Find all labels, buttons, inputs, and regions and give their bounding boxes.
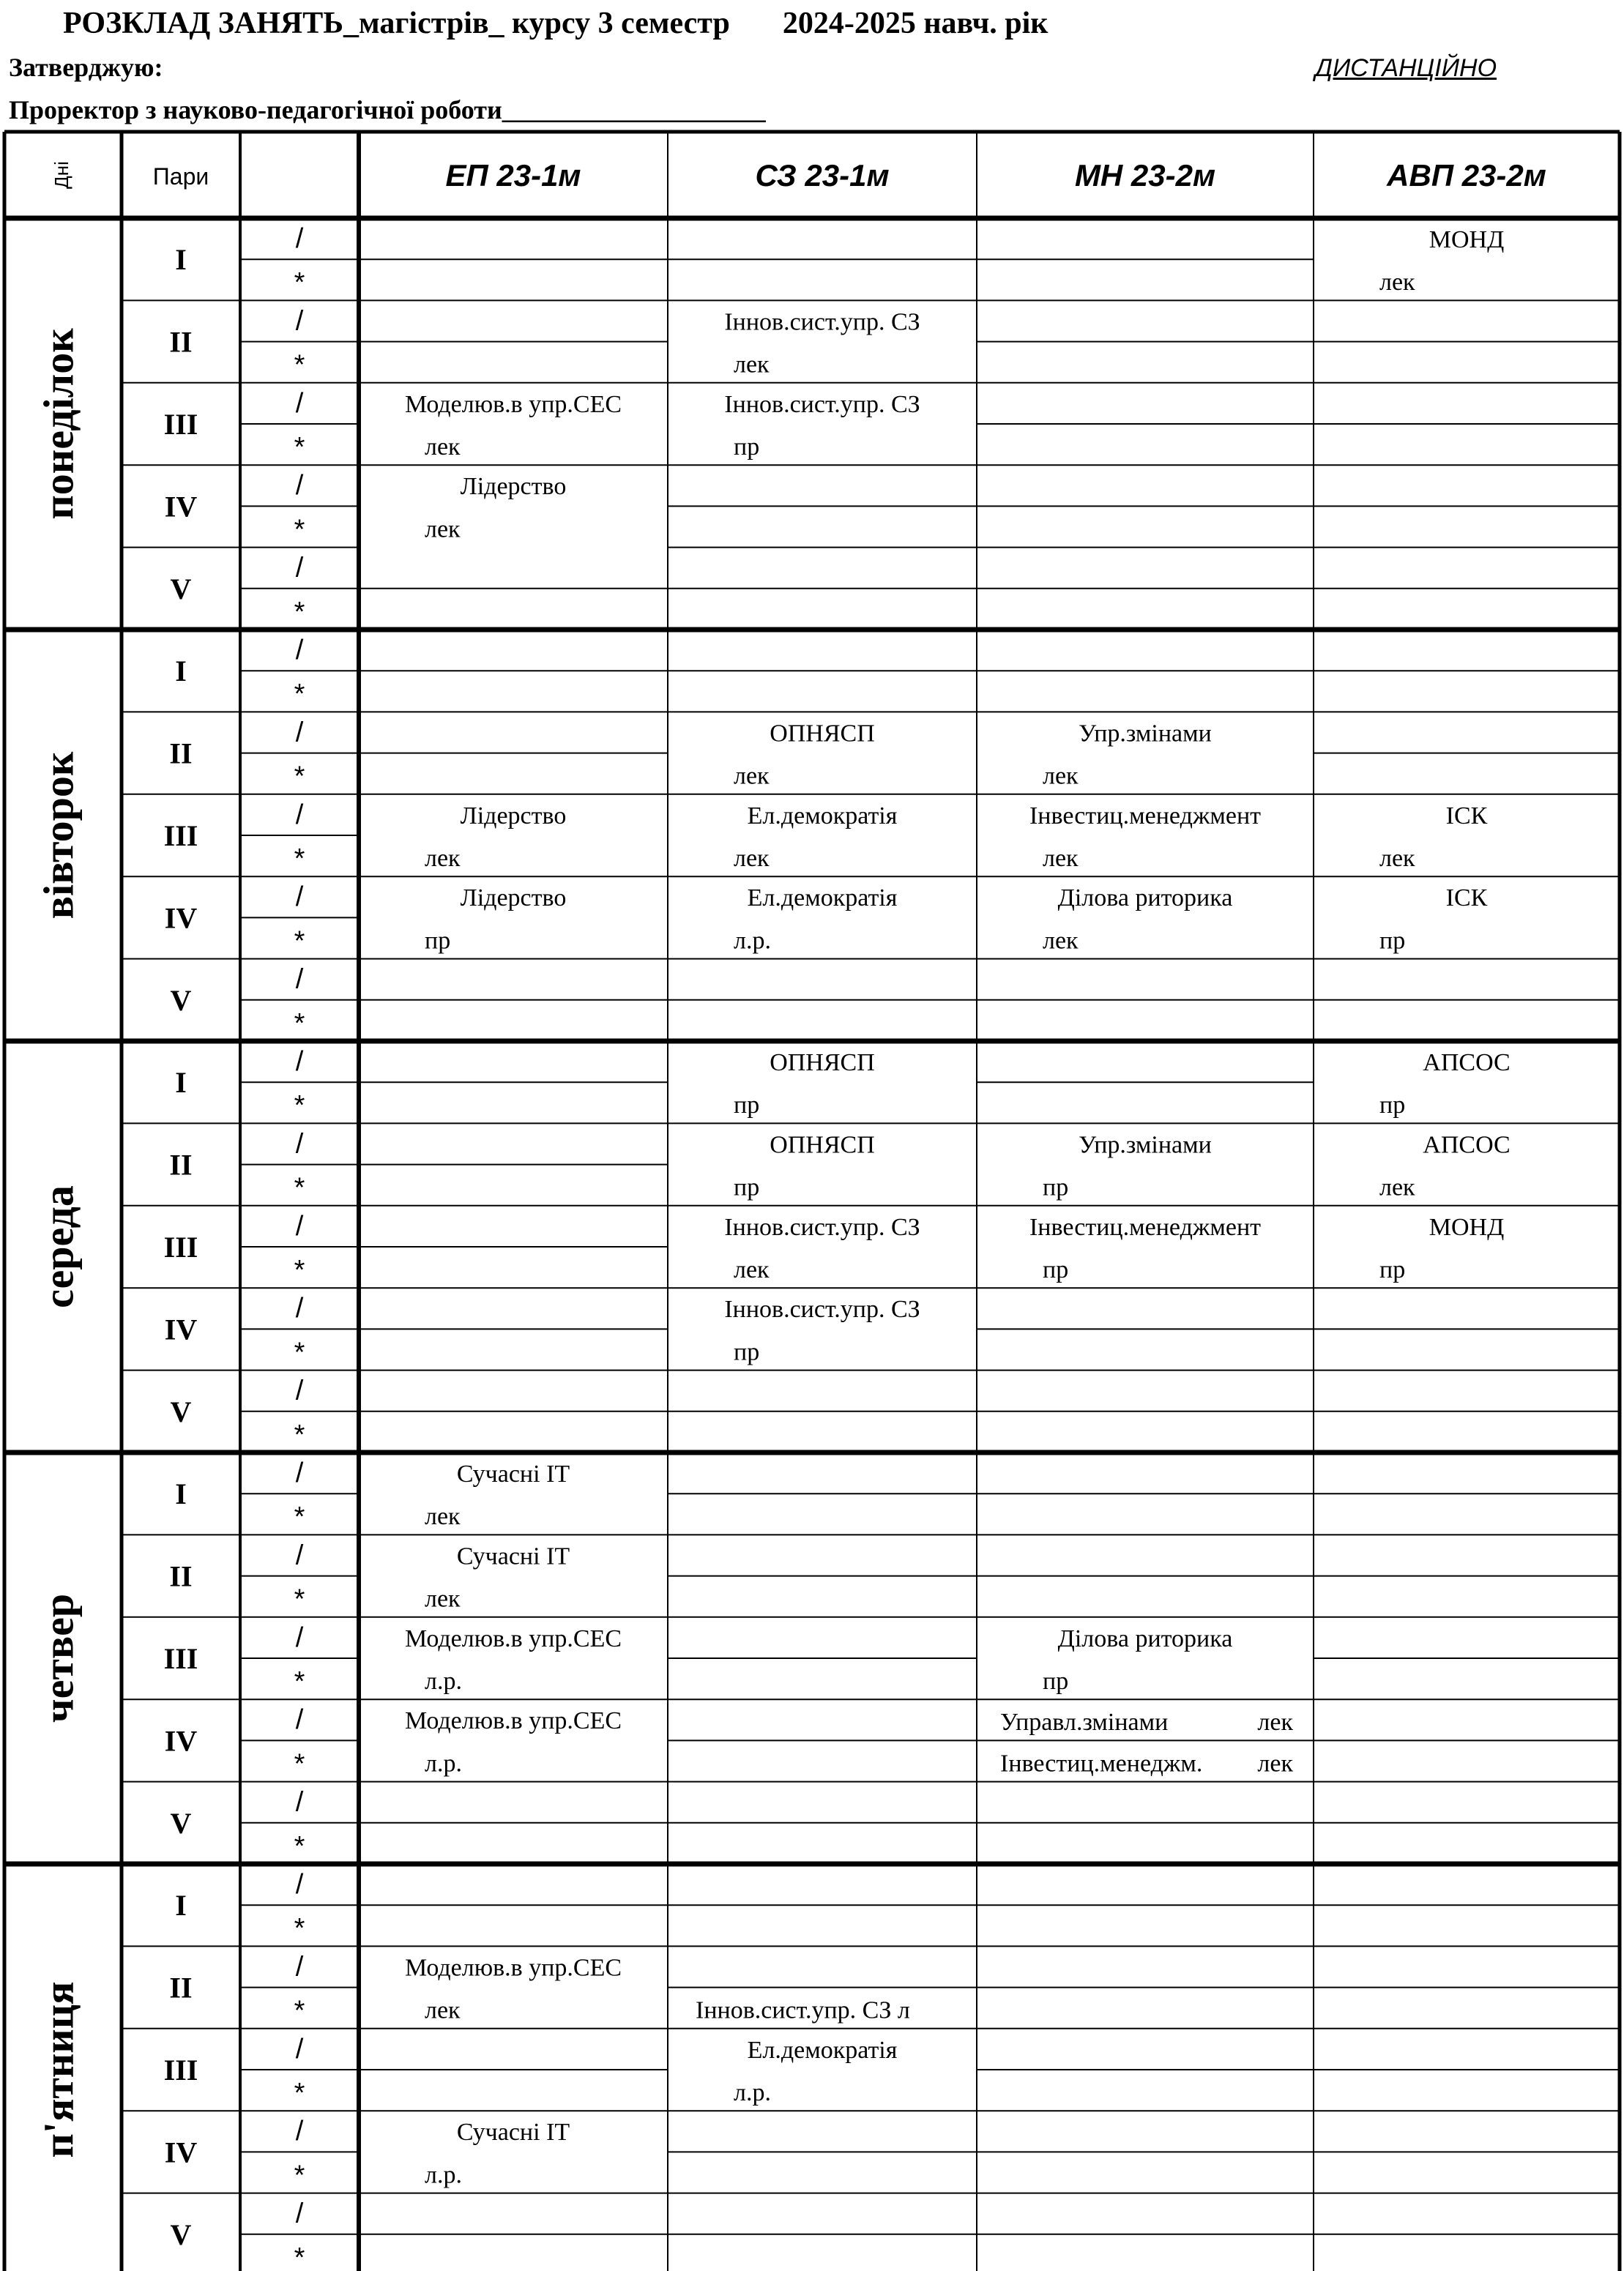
- pair-number: V: [170, 2218, 192, 2251]
- class-subject: Моделюв.в упр.СЕС: [404, 390, 622, 418]
- week-mark-odd: /: [295, 470, 304, 501]
- pair-number: I: [175, 243, 187, 277]
- pair-number: V: [170, 572, 192, 605]
- class-type: пр: [1043, 1256, 1069, 1283]
- class-subject: ОПНЯСП: [770, 720, 875, 747]
- pair-number: V: [170, 1395, 192, 1428]
- class-type: лек: [734, 1256, 770, 1283]
- week-mark-even: *: [294, 1419, 305, 1450]
- class-type: лек: [1043, 927, 1079, 955]
- week-mark-odd: /: [295, 552, 304, 583]
- week-mark-even: *: [294, 1584, 305, 1615]
- class-subject: ОПНЯСП: [770, 1049, 875, 1076]
- class-subject: ІСК: [1445, 802, 1488, 829]
- class-subject: Ділова риторика: [1057, 884, 1233, 912]
- pair-number: II: [169, 1148, 193, 1182]
- class-subject: Лідерство: [460, 473, 567, 501]
- week-mark-even: *: [294, 2160, 305, 2191]
- class-type: лек: [1379, 845, 1415, 872]
- week-mark-even: *: [294, 596, 305, 627]
- week-mark-even: *: [294, 1830, 305, 1862]
- class-subject: Управл.змінами: [1000, 1709, 1169, 1737]
- week-mark-even: *: [294, 349, 305, 381]
- class-type: лек: [1257, 1709, 1293, 1737]
- week-mark-even: *: [294, 1913, 305, 1944]
- day-label: четвер: [34, 1593, 83, 1723]
- week-mark-odd: /: [295, 1951, 304, 1983]
- week-mark-odd: /: [295, 1046, 304, 1077]
- pair-number: IV: [164, 1313, 198, 1346]
- day-label: середа: [34, 1185, 83, 1308]
- pair-number: I: [175, 1477, 187, 1511]
- academic-year: 2024-2025 навч. рік: [782, 7, 1048, 40]
- week-mark-even: *: [294, 2242, 305, 2271]
- week-mark-even: *: [294, 1007, 305, 1039]
- week-mark-even: *: [294, 432, 305, 463]
- pair-number: IV: [164, 490, 198, 523]
- week-mark-even: *: [294, 1172, 305, 1204]
- day-label: вівторок: [34, 751, 83, 920]
- pair-number: III: [163, 1231, 198, 1264]
- week-mark-odd: /: [295, 1622, 304, 1653]
- group-header-3: АВП 23-2м: [1387, 158, 1546, 193]
- class-subject: Лідерство: [460, 884, 567, 912]
- class-subject: Ел.демократія: [747, 802, 898, 829]
- week-mark-odd: /: [295, 963, 304, 995]
- class-type: лек: [734, 845, 770, 872]
- group-header-2: МН 23-2м: [1074, 158, 1216, 193]
- day-label: понеділок: [34, 328, 83, 520]
- pair-number: I: [175, 1066, 187, 1100]
- week-mark-even: *: [294, 1090, 305, 1122]
- class-type: пр: [1379, 927, 1406, 955]
- pair-number: I: [175, 1889, 187, 1923]
- week-mark-odd: /: [295, 2198, 304, 2229]
- class-subject: Ел.демократія: [747, 884, 898, 912]
- week-mark-odd: /: [295, 2116, 304, 2147]
- day-label: п'ятниця: [34, 1981, 83, 2158]
- class-type: пр: [734, 1092, 760, 1119]
- class-subject: Іннов.сист.упр. СЗ: [724, 1213, 920, 1241]
- class-subject: МОНД: [1429, 226, 1505, 253]
- week-mark-odd: /: [295, 1786, 304, 1818]
- pair-number: IV: [164, 901, 198, 935]
- week-mark-even: *: [294, 1337, 305, 1368]
- week-mark-odd: /: [295, 1458, 304, 1488]
- week-mark-even: *: [294, 1502, 305, 1533]
- class-type: лек: [734, 351, 770, 378]
- pair-number: II: [169, 737, 193, 770]
- class-type: лек: [425, 433, 461, 460]
- week-mark-even: *: [294, 925, 305, 957]
- approve-label: Затверджую:: [9, 53, 163, 82]
- class-type: пр: [1379, 1256, 1406, 1283]
- class-subject: Ділова риторика: [1057, 1625, 1233, 1652]
- class-type: пр: [734, 1174, 760, 1201]
- week-mark-odd: /: [295, 1375, 304, 1406]
- class-subject: Сучасні ІТ: [456, 1461, 570, 1488]
- class-subject: Моделюв.в упр.СЕС: [404, 1707, 622, 1735]
- week-mark-odd: /: [295, 635, 304, 665]
- class-subject: Упр.змінами: [1079, 720, 1212, 747]
- group-header-0: ЕП 23-1м: [445, 158, 581, 193]
- class-subject: Іннов.сист.упр. СЗ: [724, 308, 920, 336]
- week-mark-even: *: [294, 679, 305, 710]
- col-pairs-header: Пари: [152, 163, 209, 190]
- pair-number: IV: [164, 2136, 198, 2169]
- class-subject: Лідерство: [460, 802, 567, 829]
- class-subject: Упр.змінами: [1079, 1131, 1212, 1159]
- class-type: лек: [1379, 1174, 1415, 1201]
- week-mark-even: *: [294, 1748, 305, 1780]
- pair-number: II: [169, 325, 193, 359]
- class-subject: Іннов.сист.упр. СЗ: [724, 1296, 920, 1324]
- class-type: лек: [425, 1996, 461, 2024]
- class-subject: Інвестиц.менеджмент: [1029, 1213, 1262, 1241]
- class-subject: Моделюв.в упр.СЕС: [404, 1954, 622, 1982]
- class-subject: ОПНЯСП: [770, 1131, 875, 1159]
- week-mark-even: *: [294, 267, 305, 299]
- pair-number: IV: [164, 1724, 198, 1758]
- week-mark-even: *: [294, 1255, 305, 1286]
- week-mark-even: *: [294, 1666, 305, 1697]
- class-type: лек: [425, 515, 461, 543]
- class-subject: Сучасні ІТ: [456, 2119, 570, 2147]
- class-type: лек: [425, 845, 461, 872]
- week-mark-odd: /: [295, 799, 304, 830]
- class-subject: АПСОС: [1423, 1131, 1511, 1159]
- class-type: пр: [1043, 1174, 1069, 1201]
- class-type: пр: [734, 433, 760, 460]
- week-mark-odd: /: [295, 305, 304, 337]
- class-type: лек: [425, 1585, 461, 1613]
- class-type: пр: [734, 1338, 760, 1366]
- class-type: пр: [1379, 1092, 1406, 1119]
- pair-number: III: [163, 819, 198, 852]
- class-subject: МОНД: [1429, 1213, 1505, 1241]
- class-type: лек: [1257, 1750, 1293, 1778]
- week-mark-odd: /: [295, 1210, 304, 1242]
- prorector-signature-line: Проректор з науково-педагогічної роботи____________________: [9, 95, 766, 124]
- class-type: л.р.: [425, 1668, 462, 1695]
- pair-number: III: [163, 408, 198, 441]
- week-mark-odd: /: [295, 387, 304, 419]
- pair-number: V: [170, 983, 192, 1017]
- class-type: л.р.: [734, 927, 771, 955]
- title-text: РОЗКЛАД ЗАНЯТЬ_магістрів_ курсу 3 семестр: [63, 7, 730, 40]
- week-mark-even: *: [294, 843, 305, 874]
- class-type: лек: [425, 1503, 461, 1531]
- pair-number: II: [169, 1559, 193, 1593]
- pair-number: I: [175, 655, 187, 688]
- pair-number: V: [170, 1806, 192, 1840]
- week-mark-odd: /: [295, 1128, 304, 1160]
- class-type: л.р.: [425, 1750, 462, 1778]
- class-subject: ІСК: [1445, 884, 1488, 912]
- week-mark-even: *: [294, 761, 305, 792]
- week-mark-odd: /: [295, 223, 304, 254]
- week-mark-even: *: [294, 1995, 305, 2026]
- class-type: л.р.: [425, 2161, 462, 2189]
- class-subject: Інвестиц.менеджм.: [1000, 1750, 1203, 1778]
- class-subject: АПСОС: [1423, 1049, 1511, 1076]
- group-header-1: СЗ 23-1м: [755, 158, 890, 193]
- class-type: л.р.: [734, 2079, 771, 2106]
- col-days-header: Дні: [50, 161, 72, 189]
- week-mark-odd: /: [295, 1704, 304, 1736]
- week-mark-odd: /: [295, 1540, 304, 1571]
- class-subject: Ел.демократія: [747, 2036, 898, 2064]
- week-mark-odd: /: [295, 2033, 304, 2065]
- class-subject: Сучасні ІТ: [456, 1543, 570, 1570]
- distance-mode-label: ДИСТАНЦІЙНО: [1315, 54, 1497, 82]
- class-type: лек: [1043, 762, 1079, 790]
- class-type: пр: [1043, 1668, 1069, 1695]
- week-mark-even: *: [294, 2078, 305, 2108]
- pair-number: II: [169, 1971, 193, 2005]
- week-mark-even: *: [294, 514, 305, 545]
- class-subject: Іннов.сист.упр. СЗ: [724, 390, 920, 418]
- pair-number: III: [163, 2054, 198, 2087]
- class-type: лек: [1379, 269, 1415, 297]
- class-subject: Інвестиц.менеджмент: [1029, 802, 1262, 829]
- week-mark-odd: /: [295, 1869, 304, 1900]
- class-type: лек: [734, 762, 770, 790]
- class-type: лек: [1043, 845, 1079, 872]
- pair-number: III: [163, 1642, 198, 1675]
- week-mark-odd: /: [295, 717, 304, 748]
- week-mark-odd: /: [295, 881, 304, 913]
- week-mark-odd: /: [295, 1293, 304, 1324]
- class-subject: Іннов.сист.упр. СЗ л: [696, 1996, 910, 2024]
- class-subject: Моделюв.в упр.СЕС: [404, 1625, 622, 1652]
- class-type: пр: [425, 927, 451, 955]
